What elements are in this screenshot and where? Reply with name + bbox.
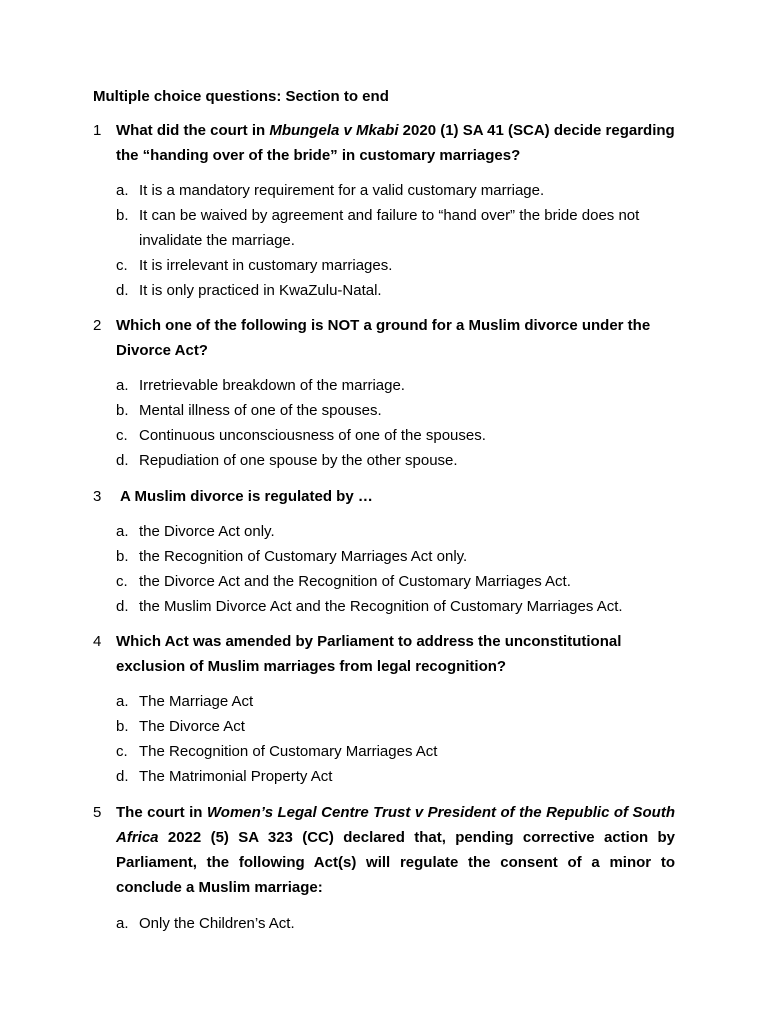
- section-heading: Multiple choice questions: Section to end: [93, 88, 389, 105]
- option-c: c. Continuous unconsciousness of one of the spouses.: [116, 427, 486, 444]
- question-number: 4: [93, 633, 102, 650]
- question-2-options: [116, 373, 676, 473]
- option-a: a. Irretrievable breakdown of the marriage.: [116, 377, 405, 394]
- option-b: b. Mental illness of one of the spouses.: [116, 402, 382, 419]
- question-text: The court in Women’s Legal Centre Trust v President of the Republic of South Africa 2022 (5) SA 323 (CC) declared that, pending corrective action by Parliament, the following Act(s) will regulate the consent of a minor to conclude a Muslim marriage:: [116, 804, 675, 896]
- option-c: c. It is irrelevant in customary marriages.: [116, 257, 393, 274]
- question-text: Which Act was amended by Parliament to address the unconstitutional exclusion of Muslim marriages from legal recognition?: [116, 633, 622, 675]
- question-4-options: [116, 689, 676, 789]
- case-name: Mbungela v Mkabi: [269, 122, 399, 139]
- option-d: d. The Matrimonial Property Act: [116, 768, 333, 785]
- case-name: Women’s Legal Centre Trust v President of the Republic of South Africa: [116, 804, 675, 846]
- option-d: d. Repudiation of one spouse by the other spouse.: [116, 452, 458, 469]
- option-b: b. It can be waived by agreement and failure to “hand over” the bride does not invalidate the marriage.: [116, 207, 640, 249]
- question-1-options: [116, 178, 676, 303]
- question-text: What did the court in Mbungela v Mkabi 2020 (1) SA 41 (SCA) decide regarding the “handing over of the bride” in customary marriages?: [116, 122, 675, 164]
- option-b: b. The Divorce Act: [116, 718, 245, 735]
- option-d: d. the Muslim Divorce Act and the Recognition of Customary Marriages Act.: [116, 598, 623, 615]
- question-number: 5: [93, 804, 102, 821]
- question-number: 2: [93, 317, 102, 334]
- question-text: Which one of the following is NOT a ground for a Muslim divorce under the Divorce Act?: [116, 317, 651, 359]
- option-a: a. Only the Children’s Act.: [116, 915, 295, 932]
- option-b: b. the Recognition of Customary Marriages Act only.: [116, 548, 468, 565]
- option-d: d. It is only practiced in KwaZulu-Natal.: [116, 282, 382, 299]
- option-c: c. The Recognition of Customary Marriages Act: [116, 743, 438, 760]
- option-a: a. The Marriage Act: [116, 693, 254, 710]
- question-number: 1: [93, 122, 102, 139]
- question-3-options: [116, 519, 676, 619]
- question-4: [93, 629, 675, 679]
- option-a: a. the Divorce Act only.: [116, 523, 275, 540]
- option-a: a. It is a mandatory requirement for a valid customary marriage.: [116, 182, 545, 199]
- question-text: A Muslim divorce is regulated by …: [120, 488, 373, 505]
- question-3: [93, 484, 675, 509]
- question-5: [93, 800, 675, 900]
- question-5-options: [116, 911, 676, 936]
- question-1: [93, 118, 675, 168]
- option-c: c. the Divorce Act and the Recognition of Customary Marriages Act.: [116, 573, 571, 590]
- question-2: [93, 313, 675, 363]
- question-number: 3: [93, 488, 102, 505]
